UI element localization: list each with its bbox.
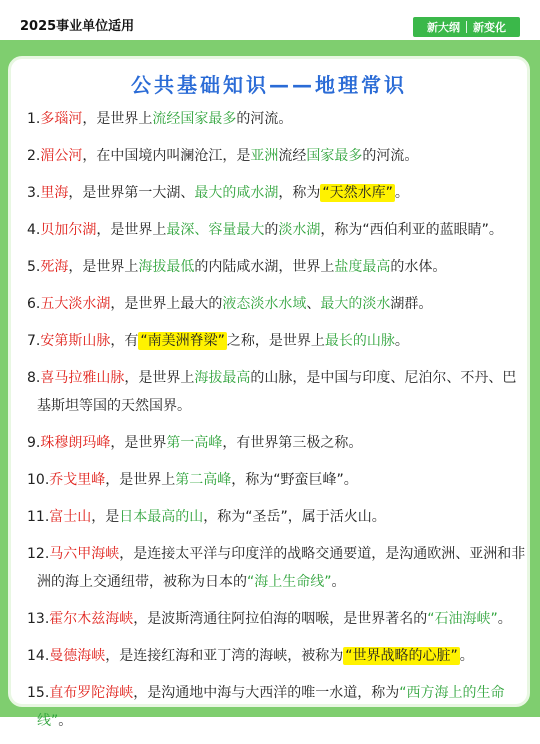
item-text: ，是世界上最大的: [110, 296, 223, 312]
keyword-green: 亚洲: [250, 148, 279, 164]
item-number: 12.: [27, 546, 50, 562]
item-text: 的水体。: [390, 259, 447, 275]
item-text: ，是连接红海和亚丁湾的海峡，被称为: [105, 648, 344, 664]
card-title: 公共基础知识——地理常识: [131, 73, 407, 97]
keyword-green: “石油海峡”: [427, 611, 498, 627]
keyword-red: 死海: [40, 259, 69, 275]
list-item: [27, 179, 527, 207]
item-text: ，是波斯湾通往阿拉伯海的咽喉，是世界著名的: [133, 611, 428, 627]
list-item: [27, 429, 527, 457]
keyword-green: “西方海上的生命线”: [37, 685, 505, 729]
list-item: [27, 466, 527, 494]
list-item: [27, 503, 527, 531]
item-text: ，是世界上: [124, 370, 195, 386]
item-text: ，是世界上: [105, 472, 176, 488]
item-text: 。: [58, 713, 73, 729]
keyword-green: 海拔最高: [194, 370, 251, 386]
list-item: [27, 679, 527, 735]
item-text: 。: [394, 185, 409, 201]
list-item: [27, 253, 527, 281]
item-text: ，称为“西伯利亚的蓝眼睛”。: [320, 222, 503, 238]
highlight-text: “南美洲脊梁”: [140, 333, 225, 349]
item-text: 。: [394, 333, 409, 349]
tag-new-syllabus: 新大纲: [427, 21, 460, 34]
item-number: 1.: [27, 111, 41, 127]
keyword-green: “海上生命线”: [247, 574, 332, 590]
keyword-red: 安第斯山脉: [40, 333, 111, 349]
keyword-red: 贝加尔湖: [40, 222, 97, 238]
item-text: ，是连接太平洋与印度洋的战略交通要道，是沟通欧洲、亚洲和非洲的海上交通纽带，被称为日本的: [37, 546, 526, 590]
header-title: 2025事业单位适用: [20, 19, 135, 34]
item-text: 。: [331, 574, 346, 590]
keyword-green: 流经国家最多: [152, 111, 237, 127]
item-text: 的山脉，是中国与印度、尼泊尔、不丹、巴基斯坦等国的天然国界。: [37, 370, 517, 414]
item-number: 7.: [27, 333, 41, 349]
tag-new-changes: 新变化: [473, 21, 506, 34]
keyword-green: 最大的淡水: [320, 296, 391, 312]
item-text: 湖群。: [390, 296, 433, 312]
list-item: [27, 142, 527, 170]
item-number: 8.: [27, 370, 41, 386]
item-number: 10.: [27, 472, 50, 488]
item-text: ，是世界上: [82, 111, 153, 127]
keyword-red: 多瑙河: [40, 111, 83, 127]
keyword-green: 最大的咸水湖: [194, 185, 279, 201]
knowledge-list: [27, 105, 527, 744]
item-text: 的河流。: [236, 111, 293, 127]
item-text: ，有世界第三极之称。: [222, 435, 363, 451]
keyword-green: 最深、容量最大: [166, 222, 265, 238]
list-item: [27, 364, 527, 420]
item-text: ，是世界上: [96, 222, 167, 238]
keyword-red: 富士山: [49, 509, 92, 525]
keyword-green: 淡水湖: [278, 222, 321, 238]
item-text: ，称为“野蛮巨峰”。: [231, 472, 358, 488]
item-text: 。: [459, 648, 474, 664]
keyword-green: 第一高峰: [166, 435, 223, 451]
list-item: [27, 642, 527, 670]
keyword-red: 直布罗陀海峡: [49, 685, 134, 701]
list-item: [27, 540, 527, 596]
item-number: 5.: [27, 259, 41, 275]
item-text: 的河流。: [362, 148, 419, 164]
content-card: [8, 56, 530, 729]
keyword-red: 珠穆朗玛峰: [40, 435, 111, 451]
keyword-green: 国家最多: [306, 148, 363, 164]
list-item: [27, 105, 527, 133]
item-text: ，是沟通地中海与大西洋的唯一水道，称为: [133, 685, 400, 701]
keyword-red: 里海: [40, 185, 69, 201]
list-item: [27, 605, 527, 633]
list-item: [27, 327, 527, 355]
keyword-red: 曼德海峡: [49, 648, 106, 664]
item-text: 流经: [278, 148, 307, 164]
item-text: ，是世界上: [68, 259, 139, 275]
item-number: 6.: [27, 296, 41, 312]
item-text: 的: [264, 222, 279, 238]
item-number: 2.: [27, 148, 41, 164]
keyword-green: 第二高峰: [175, 472, 232, 488]
item-text: ，称为“圣岳”，属于活火山。: [203, 509, 386, 525]
item-number: 3.: [27, 185, 41, 201]
item-text: 、: [306, 296, 321, 312]
keyword-green: 海拔最低: [138, 259, 195, 275]
highlight-text: “世界战略的心脏”: [345, 648, 458, 664]
header-tags: [413, 17, 520, 37]
keyword-red: 喜马拉雅山脉: [40, 370, 125, 386]
keyword-red: 霍尔木兹海峡: [49, 611, 134, 627]
item-text: ，在中国境内叫澜沧江，是: [82, 148, 251, 164]
keyword-red: 五大淡水湖: [40, 296, 111, 312]
item-text: 。: [497, 611, 512, 627]
item-number: 9.: [27, 435, 41, 451]
item-text: 之称，是世界上: [226, 333, 325, 349]
item-text: ，是: [91, 509, 120, 525]
keyword-red: 马六甲海峡: [49, 546, 120, 562]
keyword-green: 盐度最高: [334, 259, 391, 275]
item-number: 4.: [27, 222, 41, 238]
item-text: ，是世界第一大湖、: [68, 185, 195, 201]
list-item: [27, 290, 527, 318]
keyword-green: 液态淡水水域: [222, 296, 307, 312]
keyword-green: 最长的山脉: [324, 333, 395, 349]
item-number: 15.: [27, 685, 50, 701]
item-number: 11.: [27, 509, 50, 525]
item-text: ，有: [110, 333, 139, 349]
keyword-red: 湄公河: [40, 148, 83, 164]
item-text: ，称为: [278, 185, 321, 201]
item-number: 14.: [27, 648, 50, 664]
keyword-green: 日本最高的山: [119, 509, 204, 525]
item-number: 13.: [27, 611, 50, 627]
item-text: 的内陆咸水湖，世界上: [194, 259, 335, 275]
highlight-text: “天然水库”: [322, 185, 393, 201]
keyword-red: 乔戈里峰: [49, 472, 106, 488]
list-item: [27, 216, 527, 244]
item-text: ，是世界: [110, 435, 167, 451]
